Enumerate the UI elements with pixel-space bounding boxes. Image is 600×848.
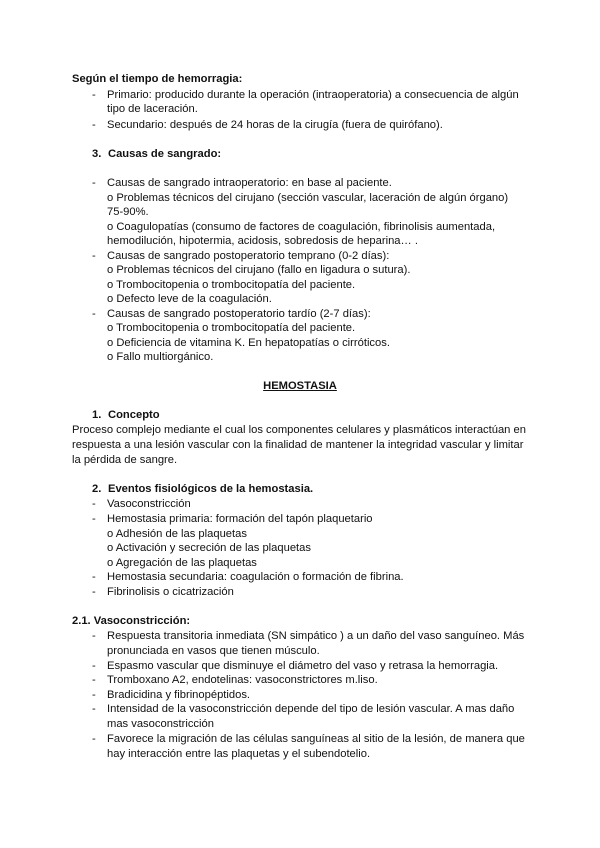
paragraph-line: la pérdida de sangre. xyxy=(72,454,178,466)
section-number: 3. xyxy=(92,148,102,160)
sub-item: o Deficiencia de vitamina K. En hepatopatías o cirróticos. xyxy=(107,337,390,349)
bullet-dash: - xyxy=(92,250,96,262)
bullet-dash: - xyxy=(92,119,96,131)
bullet-dash: - xyxy=(92,703,96,715)
section-heading-vasoconstriccion: 2.1. Vasoconstricción: xyxy=(72,615,191,627)
bullet-dash: - xyxy=(92,571,96,583)
sub-item-cont: 75-90%. xyxy=(107,206,149,218)
paragraph-line: respuesta a una lesión vascular con la finalidad de mantener la integridad vascular y limitar xyxy=(72,439,524,451)
bullet-dash: - xyxy=(92,308,96,320)
bullet-dash: - xyxy=(92,89,96,101)
bullet-dash: - xyxy=(92,513,96,525)
list-item: Bradicidina y fibrinopéptidos. xyxy=(107,689,251,701)
section-heading-tiempo: Según el tiempo de hemorragia: xyxy=(72,73,243,85)
sub-item: o Problemas técnicos del cirujano (sección vascular, laceración de algún órgano) xyxy=(107,192,509,204)
list-item: Intensidad de la vasoconstricción depende del tipo de lesión vascular. A mas daño xyxy=(107,703,515,715)
bullet-dash: - xyxy=(92,674,96,686)
sub-item: o Problemas técnicos del cirujano (fallo en ligadura o sutura). xyxy=(107,264,411,276)
sub-item: o Agregación de las plaquetas xyxy=(107,557,257,569)
page-title: HEMOSTASIA xyxy=(263,380,337,392)
sub-item: o Activación y secreción de las plaquetas xyxy=(107,542,311,554)
bullet-dash: - xyxy=(92,733,96,745)
paragraph-line: Proceso complejo mediante el cual los componentes celulares y plasmáticos interactúan en xyxy=(72,424,526,436)
list-item: Hemostasia secundaria: coagulación o formación de fibrina. xyxy=(107,571,404,583)
list-item-cont: mas vasoconstricción xyxy=(107,718,214,730)
section-number: 2. xyxy=(92,483,102,495)
list-item: Primario: producido durante la operación (intraoperatoria) a consecuencia de algún xyxy=(107,89,519,101)
list-item: Causas de sangrado intraoperatorio: en base al paciente. xyxy=(107,177,392,189)
list-item: Secundario: después de 24 horas de la cirugía (fuera de quirófano). xyxy=(107,119,443,131)
sub-item: o Trombocitopenia o trombocitopatía del paciente. xyxy=(107,279,356,291)
section-number: 1. xyxy=(92,409,102,421)
sub-item: o Trombocitopenia o trombocitopatía del paciente. xyxy=(107,322,356,334)
list-item: Respuesta transitoria inmediata (SN simpático ) a un daño del vaso sanguíneo. Más xyxy=(107,630,525,642)
sub-item: o Fallo multiorgánico. xyxy=(107,351,214,363)
bullet-dash: - xyxy=(92,660,96,672)
list-item: Fibrinolisis o cicatrización xyxy=(107,586,234,598)
list-item-cont: hay interacción entre las plaquetas y el subendotelio. xyxy=(107,748,371,760)
sub-item-cont: hemodilución, hipotermia, acidosis, sobredosis de heparina… . xyxy=(107,235,418,247)
list-item: Espasmo vascular que disminuye el diámetro del vaso y retrasa la hemorragia. xyxy=(107,660,499,672)
list-item: Causas de sangrado postoperatorio temprano (0-2 días): xyxy=(107,250,390,262)
bullet-dash: - xyxy=(92,630,96,642)
sub-item: o Defecto leve de la coagulación. xyxy=(107,293,272,305)
bullet-dash: - xyxy=(92,498,96,510)
section-title-concepto: Concepto xyxy=(108,409,160,421)
list-item: Favorece la migración de las células sanguíneas al sitio de la lesión, de manera que xyxy=(107,733,525,745)
list-item-cont: tipo de laceración. xyxy=(107,103,198,115)
list-item-cont: pronunciada en vasos que tienen músculo. xyxy=(107,645,320,657)
section-title-eventos: Eventos fisiológicos de la hemostasia. xyxy=(108,483,314,495)
list-item: Hemostasia primaria: formación del tapón plaquetario xyxy=(107,513,373,525)
list-item: Causas de sangrado postoperatorio tardío (2-7 días): xyxy=(107,308,371,320)
list-item: Tromboxano A2, endotelinas: vasoconstrictores m.liso. xyxy=(107,674,378,686)
sub-item: o Coagulopatías (consumo de factores de coagulación, fibrinolisis aumentada, xyxy=(107,221,496,233)
bullet-dash: - xyxy=(92,177,96,189)
bullet-dash: - xyxy=(92,689,96,701)
section-title-causas: Causas de sangrado: xyxy=(108,148,222,160)
sub-item: o Adhesión de las plaquetas xyxy=(107,528,247,540)
list-item: Vasoconstricción xyxy=(107,498,191,510)
bullet-dash: - xyxy=(92,586,96,598)
